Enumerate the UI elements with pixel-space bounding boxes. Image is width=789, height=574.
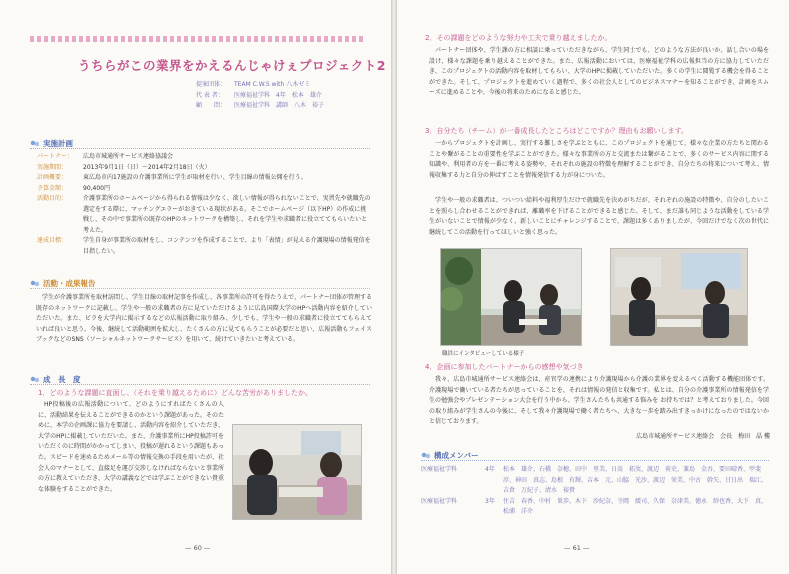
heading-divider <box>30 384 370 385</box>
credit-value: 医療福祉学科 講師 八木 裕子 <box>234 102 325 109</box>
credit-label: 代 表 者： <box>196 91 224 99</box>
member-group <box>421 465 771 497</box>
member-year: 4年 <box>485 466 495 473</box>
plan-value: 90,400円 <box>83 184 110 192</box>
interview-photo-1 <box>232 424 362 520</box>
page-number: — 60 — <box>185 544 211 552</box>
plan-row <box>37 194 372 236</box>
question-2: 2．その課題をどのような努力や工夫で乗り越えましたか。 <box>425 34 612 42</box>
credit-value: 医療福祉学科 4年 松本 雄介 <box>234 91 322 99</box>
members-heading-text: 構成メンバー <box>434 451 479 460</box>
heading-divider <box>30 148 370 149</box>
decorative-header-bar <box>30 36 365 42</box>
left-page <box>0 0 392 574</box>
member-year: 3年 <box>485 497 495 505</box>
plan-value: 介護事業所のホームページから得られる情報は少なく、欲しい情報が得られないことで、実習先や就職先の選定をする際に、マッチングエラーがおきている現状がある。そこでホームページ（以下HP）の作成に挑戦し、その中で事業所の既存のHPのネットワークを構築し、それを学生や求職者に役立ててもらいたいと考えた。 <box>83 195 371 234</box>
page-number: — 61 — <box>564 544 590 552</box>
heading-bullet-icon <box>421 452 430 459</box>
plan-value: 2013年9月1日（日）～2014年2月18日（火） <box>83 163 211 171</box>
credit-row <box>196 80 324 91</box>
plan-key: 活動目的： <box>37 195 68 202</box>
plan-row <box>37 152 372 163</box>
result-heading-text: 成 長 度 <box>43 375 81 384</box>
heading-bullet-icon <box>30 140 39 147</box>
plan-key: 実施期間： <box>37 163 68 171</box>
photo-caption: 職員にインタビューしている様子 <box>442 351 525 357</box>
question-4-answer: 我々、広島市城通所サービス連絡会は、産官学の連携により介護現場から介護の業界を変えるべく活動する機能団体です。介護現場で働いている者たちが思っていることを、それは情報の発信と収集です。私とは、自分の介護事業所の情報発信を学生の勉強会やプレゼンテーション大会を行う中から、学生さんたちも共通する悩みを お持ちでは？と考えておりました。今回の取り組みが学生さんの今後に、そして我々介護現場で働く者たちへ、大きな一歩を踏み出すきっかけになったのではないかと信じております。 <box>429 376 769 426</box>
member-department: 医療福祉学科 <box>421 497 458 505</box>
plan-row <box>37 163 372 174</box>
photo-illustration <box>611 249 748 346</box>
question-2-answer: パートナー団体や、学生課の方に相談に乗っていただきながら、学生同士でも、どのような方法が良いか、話し合いの場を設け、様々な課題を乗り越えることができた。また、広報活動においては、医療福祉学科の広報担当の方に協力していただき、このプロジェクトの活動内容を取材してもらい、大学のHPに掲載していただいた。多くの学生に閲覧する機会を得ることができた。そして、プロジェクトを進めていく過程で、多くの社会人としてのビジネスマナーを知ることができ、計画をスムーズに進めることや、今後の将来のためになると感じた。 <box>429 47 769 97</box>
credit-label: 顧 問： <box>196 102 227 109</box>
question-3-answer-2: 学生や一般の求職者は、ついつい給料や福利厚生だけで就職先を決めがちだが、それぞれの施設の特徴や、自分のしたいことを照らし合わせることができれば、離職率を下げることができると感じた。そして、まだ誰も同じような活動をしている学生がいないことで情報が少なく、新しいことにチャレンジすることで、課題は多くありましたが、今回だけでなく次の世代に継続してこの活動を行ってほしいと強く思った。 <box>429 197 769 236</box>
heading-bullet-icon <box>30 280 39 287</box>
plan-value: 東広島市内17施設の介護事業所に学生が取材を行い、学生目線の情報公開を行う。 <box>83 174 307 181</box>
plan-key: 達成目標： <box>37 237 68 244</box>
heading-divider <box>421 460 769 461</box>
heading-bullet-icon <box>30 376 39 383</box>
plan-key: パートナー： <box>37 153 74 160</box>
plan-heading-text: 実施計画 <box>43 139 73 148</box>
report-heading-text: 活動・成果報告 <box>43 279 96 288</box>
credit-value: TEAM C.W.S with 八木ゼミ <box>234 81 311 88</box>
interview-photo-3 <box>610 248 748 346</box>
plan-key: 予算金額： <box>37 184 68 192</box>
member-names: 松本 雄介、石橋 奈穂、田中 里美、日髙 拓実、渡辺 荷史、兼島 金吾、要田晴香、甲斐 淳、神田 真志、島根 有輝、吉本 元、山脇 光沙、渡辺 栄美、中古 幹矢、甘日出 瑞江、吉倉 万紀子、清水 裕貴 <box>503 466 768 495</box>
credit-label: 提案団体： <box>196 81 227 88</box>
question-1-answer: HP投稿後の広報活動について、どのようにすればたくさんの人に、活動結果を伝えることができるのかという課題があった。そのために、本学の企画課に協力を要請し、活動内容を紹介していただき、大学のHPに掲載していただいた。また、介護事業所にHP投稿許可をいただくのに時間がかかってしまい、投稿が遅れるという課題もあった。スピードを速めるためメール等の情報交換の手段を用いたが、社会人のマナーとして、直接足を運び交渉しなければならないと事業所の方に教えていただき、大学の講義などでは学ぶことができない貴重な体験をすることができた。 <box>38 401 224 493</box>
credits-block <box>196 80 324 112</box>
photo-illustration <box>233 425 362 520</box>
plan-value: 広島市城通所サービス連絡協議会 <box>83 153 174 160</box>
plan-row <box>37 173 372 184</box>
photo-illustration <box>441 249 582 346</box>
members-list <box>421 465 771 518</box>
member-names: 住吉 春香、中村 果歩、木下 沙紀奈、寺岡 緩司、久保 奈津美、徳永 紗也香、大下 真、松浦 洋介 <box>503 497 768 516</box>
member-group <box>421 497 771 518</box>
interview-photo-2 <box>440 248 582 346</box>
right-page <box>392 0 789 574</box>
partner-signature: 広島市城通所サービス連絡会 会長 梅田 晶 樓 <box>636 433 770 440</box>
question-3: 3．自分たち（チーム）が一番成長したところはどこですか？理由もお願いします。 <box>425 127 688 135</box>
credit-row <box>196 101 324 112</box>
plan-table <box>37 152 372 257</box>
book-spine <box>391 0 397 574</box>
credit-row <box>196 91 324 102</box>
question-4: 4．企画に参加したパートナーからの感想や気づき <box>425 363 584 371</box>
page-title: うちらがこの業界をかえるんじゃけぇプロジェクト2 <box>78 58 386 73</box>
plan-row <box>37 184 372 195</box>
plan-key: 計画概要： <box>37 174 68 181</box>
report-paragraph: 学生が介護事業所を取材訪問し、学生目線の取材記事を作成し、各事業所の許可を得たうえで、パートナー団体が管理する既存のネットワークに記載し、学生や一般の求職者の方に見ていただけるように広島国際大学のHPへ活動内容を紹介していただいた。また、ビラを大学内に掲示するなどの広報活動に取り組み、少しでも、学生や一般の求職者に役立ててもらえていれば良いと思う。今後、継続して活動範囲を拡大し、たくさんの方に見てもらうことが必要だと思い、広報活動もフェイスブックなどのSNS（ソーシャルネットワークサービス）を用いて、続けていきたいと考えている。 <box>36 294 372 344</box>
heading-divider <box>30 288 370 289</box>
question-3-answer-1: 一からプロジェクトを計画し、実行する難しさを学ぶとともに、このプロジェクトを通じて、様々な企業の方たちと関わることや繋がることの重要性を学ぶことができた。様々な事業所の方と交流または繋がることで、多くのサービス内容に関する知識や、利用者の方を一番に考える姿勢や、それぞれの施設の特徴を理解することができ、自分たちの将来について考え、情報収集する力と自分の伸ばすことを情報発信する力が身についた。 <box>429 140 769 179</box>
plan-value: 学生自身が事業所の取材をし、コンテンツを作成することで、より「表情」が見える介護現場の情報発信を目指したい。 <box>83 237 371 255</box>
member-department: 医療福祉学科 <box>421 466 458 473</box>
question-1: 1．どのような課題に直面し、（それを乗り越えるために）どんな苦労がありましたか。 <box>38 389 312 397</box>
plan-row <box>37 236 372 257</box>
